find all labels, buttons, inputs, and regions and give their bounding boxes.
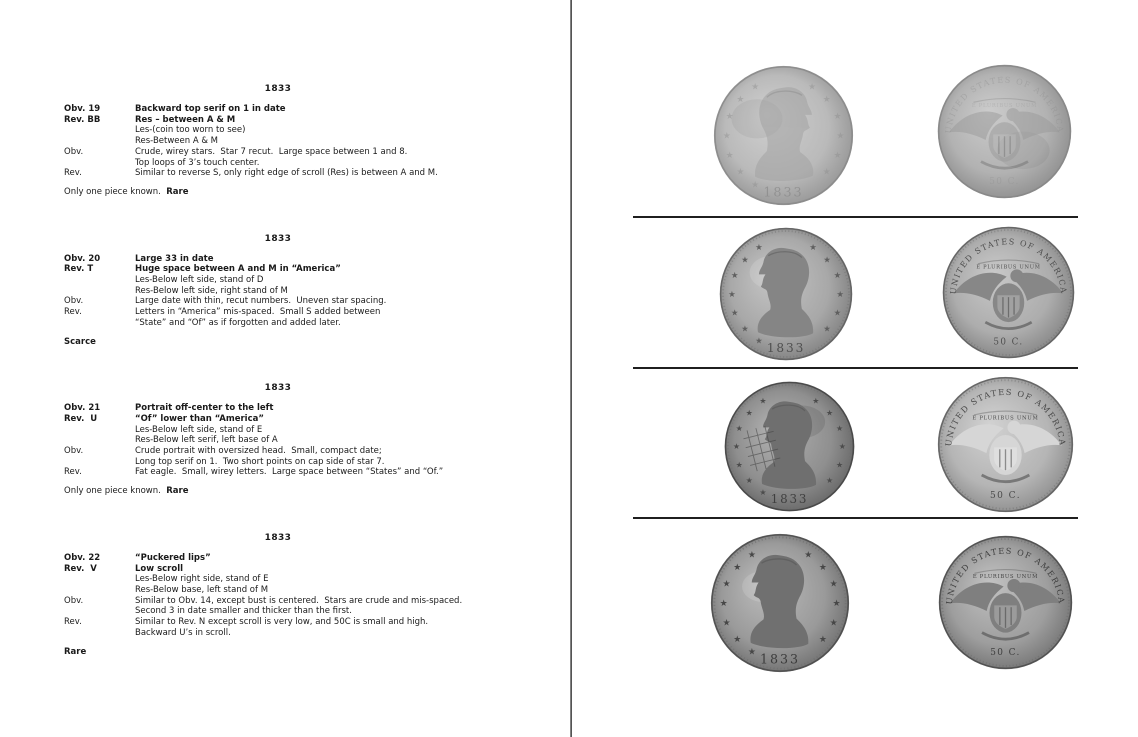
variety-label: Obv. 19 (64, 104, 101, 114)
variety-label: Rev. BB (64, 114, 101, 125)
svg-text:E PLURIBUS UNUM: E PLURIBUS UNUM (976, 264, 1041, 271)
variety-text: Similar to Obv. 14, except bust is centered. Stars are crude and mis-spaced. (135, 595, 463, 606)
variety-row (64, 457, 492, 468)
rarity-note (64, 337, 492, 348)
plate-separator-rule (633, 367, 1078, 369)
variety-row (64, 104, 492, 115)
svg-text:50 C.: 50 C. (990, 648, 1021, 659)
year-heading: 1833 (264, 532, 292, 543)
variety-label (64, 286, 135, 297)
svg-text:1833: 1833 (760, 651, 800, 667)
variety-text: Large date with thin, recut numbers. Uneven star spacing. (135, 296, 387, 307)
variety-label: Rev. (64, 168, 82, 179)
variety-row (64, 318, 492, 329)
rarity-note (64, 486, 492, 497)
variety-label (64, 606, 135, 617)
coin-photo-reverse-T (939, 223, 1078, 362)
variety-section-obv20 (64, 234, 492, 348)
rarity-note (64, 187, 492, 198)
year-heading: 1833 (264, 84, 292, 94)
variety-text: “Puckered lips” (135, 552, 211, 563)
svg-text:1833: 1833 (763, 185, 804, 201)
variety-text: Similar to Rev. N except scroll is very low, and 50C is small and high. (135, 617, 429, 628)
variety-row (64, 564, 492, 575)
variety-row (64, 115, 492, 126)
variety-text: Res-Below left serif, left base of A (135, 435, 278, 446)
rarity-value: Scarce (64, 336, 96, 347)
variety-label (64, 585, 135, 596)
variety-label (64, 275, 135, 286)
variety-label: Obv. (64, 296, 84, 307)
variety-row (64, 168, 492, 179)
variety-label (64, 158, 135, 169)
variety-text: Crude, wirey stars. Star 7 recut. Large space between 1 and 8. (135, 146, 408, 157)
rarity-note (64, 647, 492, 658)
rarity-value: Rare (166, 186, 189, 197)
variety-row (64, 136, 492, 147)
variety-text: Les-(coin too worn to see) (135, 125, 246, 136)
variety-label: Rev. (64, 617, 82, 628)
variety-row (64, 296, 492, 307)
svg-text:UNITED STATES OF AMERICA: UNITED STATES OF AMERICA (948, 237, 1069, 295)
rarity-note-text: Only one piece known. (64, 186, 167, 197)
svg-text:50 C.: 50 C. (993, 337, 1024, 348)
variety-label (64, 425, 135, 436)
variety-label: Obv. 20 (64, 253, 101, 264)
variety-text: Les-Below left side, stand of E (135, 424, 263, 435)
variety-label: Rev. (64, 307, 82, 318)
variety-label: Rev. U (64, 413, 98, 424)
variety-text: Crude portrait with oversized head. Small, compact date; (135, 446, 382, 457)
variety-row (64, 254, 492, 265)
variety-text: Top loops of 3’s touch center. (135, 157, 260, 168)
variety-label: Rev. T (64, 264, 94, 275)
coin-photo-obverse-20 (716, 224, 856, 364)
coin-photo-reverse-V (935, 532, 1076, 673)
variety-label: Obv. 21 (64, 403, 101, 414)
variety-text: Res-Between A & M (135, 136, 219, 147)
variety-label: Obv. (64, 146, 84, 157)
variety-section-obv19 (64, 84, 492, 198)
variety-row (64, 574, 492, 585)
variety-label (64, 574, 135, 585)
svg-text:E PLURIBUS UNUM: E PLURIBUS UNUM (972, 415, 1039, 422)
variety-row (64, 585, 492, 596)
variety-label: Obv. (64, 595, 84, 606)
variety-label (64, 136, 135, 147)
svg-text:1833: 1833 (766, 340, 806, 355)
variety-label (64, 457, 135, 468)
rarity-value: Rare (166, 486, 189, 497)
variety-row (64, 403, 492, 414)
variety-row (64, 414, 492, 425)
variety-row (64, 467, 492, 478)
coin-photo-obverse-22 (707, 530, 853, 676)
svg-text:1833: 1833 (770, 492, 809, 507)
variety-text: Huge space between A and M in “America” (135, 264, 341, 275)
variety-text: Res – between A & M (135, 114, 236, 125)
variety-text: Res-Below left side, right stand of M (135, 285, 288, 296)
variety-label (64, 318, 135, 329)
variety-label: Obv. (64, 446, 84, 457)
rarity-value: Rare (64, 646, 87, 657)
plate-separator-rule (633, 517, 1078, 519)
svg-text:UNITED STATES OF AMERICA: UNITED STATES OF AMERICA (943, 545, 1068, 605)
variety-text: “State” and “Of” as if forgotten and added later. (135, 317, 341, 328)
variety-row (64, 435, 492, 446)
variety-text: Backward top serif on 1 in date (135, 104, 286, 114)
plate-separator-rule (633, 216, 1078, 218)
year-heading: 1833 (264, 383, 292, 394)
variety-row (64, 275, 492, 286)
svg-text:E PLURIBUS UNUM: E PLURIBUS UNUM (972, 574, 1039, 581)
variety-text: Long top serif on 1. Two short points on cap side of star 7. (135, 456, 385, 467)
rarity-note-text: Only one piece known. (64, 486, 167, 497)
svg-text:50 C.: 50 C. (989, 177, 1020, 188)
svg-text:UNITED STATES OF AMERICA: UNITED STATES OF AMERICA (942, 74, 1067, 134)
variety-text: Letters in “America” mis-spaced. Small S added between (135, 307, 381, 318)
variety-section-obv21 (64, 383, 492, 497)
coin-photo-reverse-U (934, 373, 1077, 516)
coin-photo-reverse-BB (934, 61, 1075, 202)
variety-row (64, 617, 492, 628)
variety-row (64, 286, 492, 297)
variety-label (64, 125, 135, 136)
variety-label (64, 628, 135, 639)
variety-section-obv22 (64, 533, 492, 657)
svg-text:UNITED STATES OF AMERICA: UNITED STATES OF AMERICA (943, 386, 1068, 447)
variety-text: Backward U’s in scroll. (135, 627, 231, 638)
variety-text: Low scroll (135, 563, 184, 574)
variety-row (64, 147, 492, 158)
variety-text: “Of” lower than “America” (135, 413, 264, 424)
variety-text: Similar to reverse S, only right edge of scroll (Res) is between A and M. (135, 168, 438, 179)
variety-row (64, 596, 492, 607)
variety-row (64, 158, 492, 169)
page-divider-line (570, 0, 572, 737)
variety-row (64, 264, 492, 275)
svg-text:50 C.: 50 C. (989, 490, 1022, 501)
svg-text:E PLURIBUS UNUM: E PLURIBUS UNUM (971, 103, 1038, 110)
variety-text: Large 33 in date (135, 253, 214, 264)
variety-text: Les-Below left side, stand of D (135, 275, 264, 286)
coin-photo-obverse-19 (710, 62, 857, 209)
variety-text: Les-Below right side, stand of E (135, 574, 269, 585)
variety-row (64, 307, 492, 318)
variety-label: Rev. V (64, 563, 97, 574)
variety-row (64, 628, 492, 639)
variety-row (64, 425, 492, 436)
year-heading: 1833 (264, 233, 292, 244)
variety-row (64, 606, 492, 617)
variety-text: Fat eagle. Small, wirey letters. Large space between “States” and “Of.” (135, 467, 444, 478)
variety-label: Obv. 22 (64, 552, 101, 563)
coin-photo-obverse-21 (721, 378, 858, 515)
variety-row (64, 125, 492, 136)
variety-row (64, 446, 492, 457)
variety-label (64, 435, 135, 446)
variety-text: Res-Below base, left stand of M (135, 584, 269, 595)
variety-text: Portrait off-center to the left (135, 403, 274, 414)
variety-row (64, 553, 492, 564)
variety-text: Second 3 in date smaller and thicker than the first. (135, 606, 352, 617)
variety-label: Rev. (64, 467, 82, 478)
